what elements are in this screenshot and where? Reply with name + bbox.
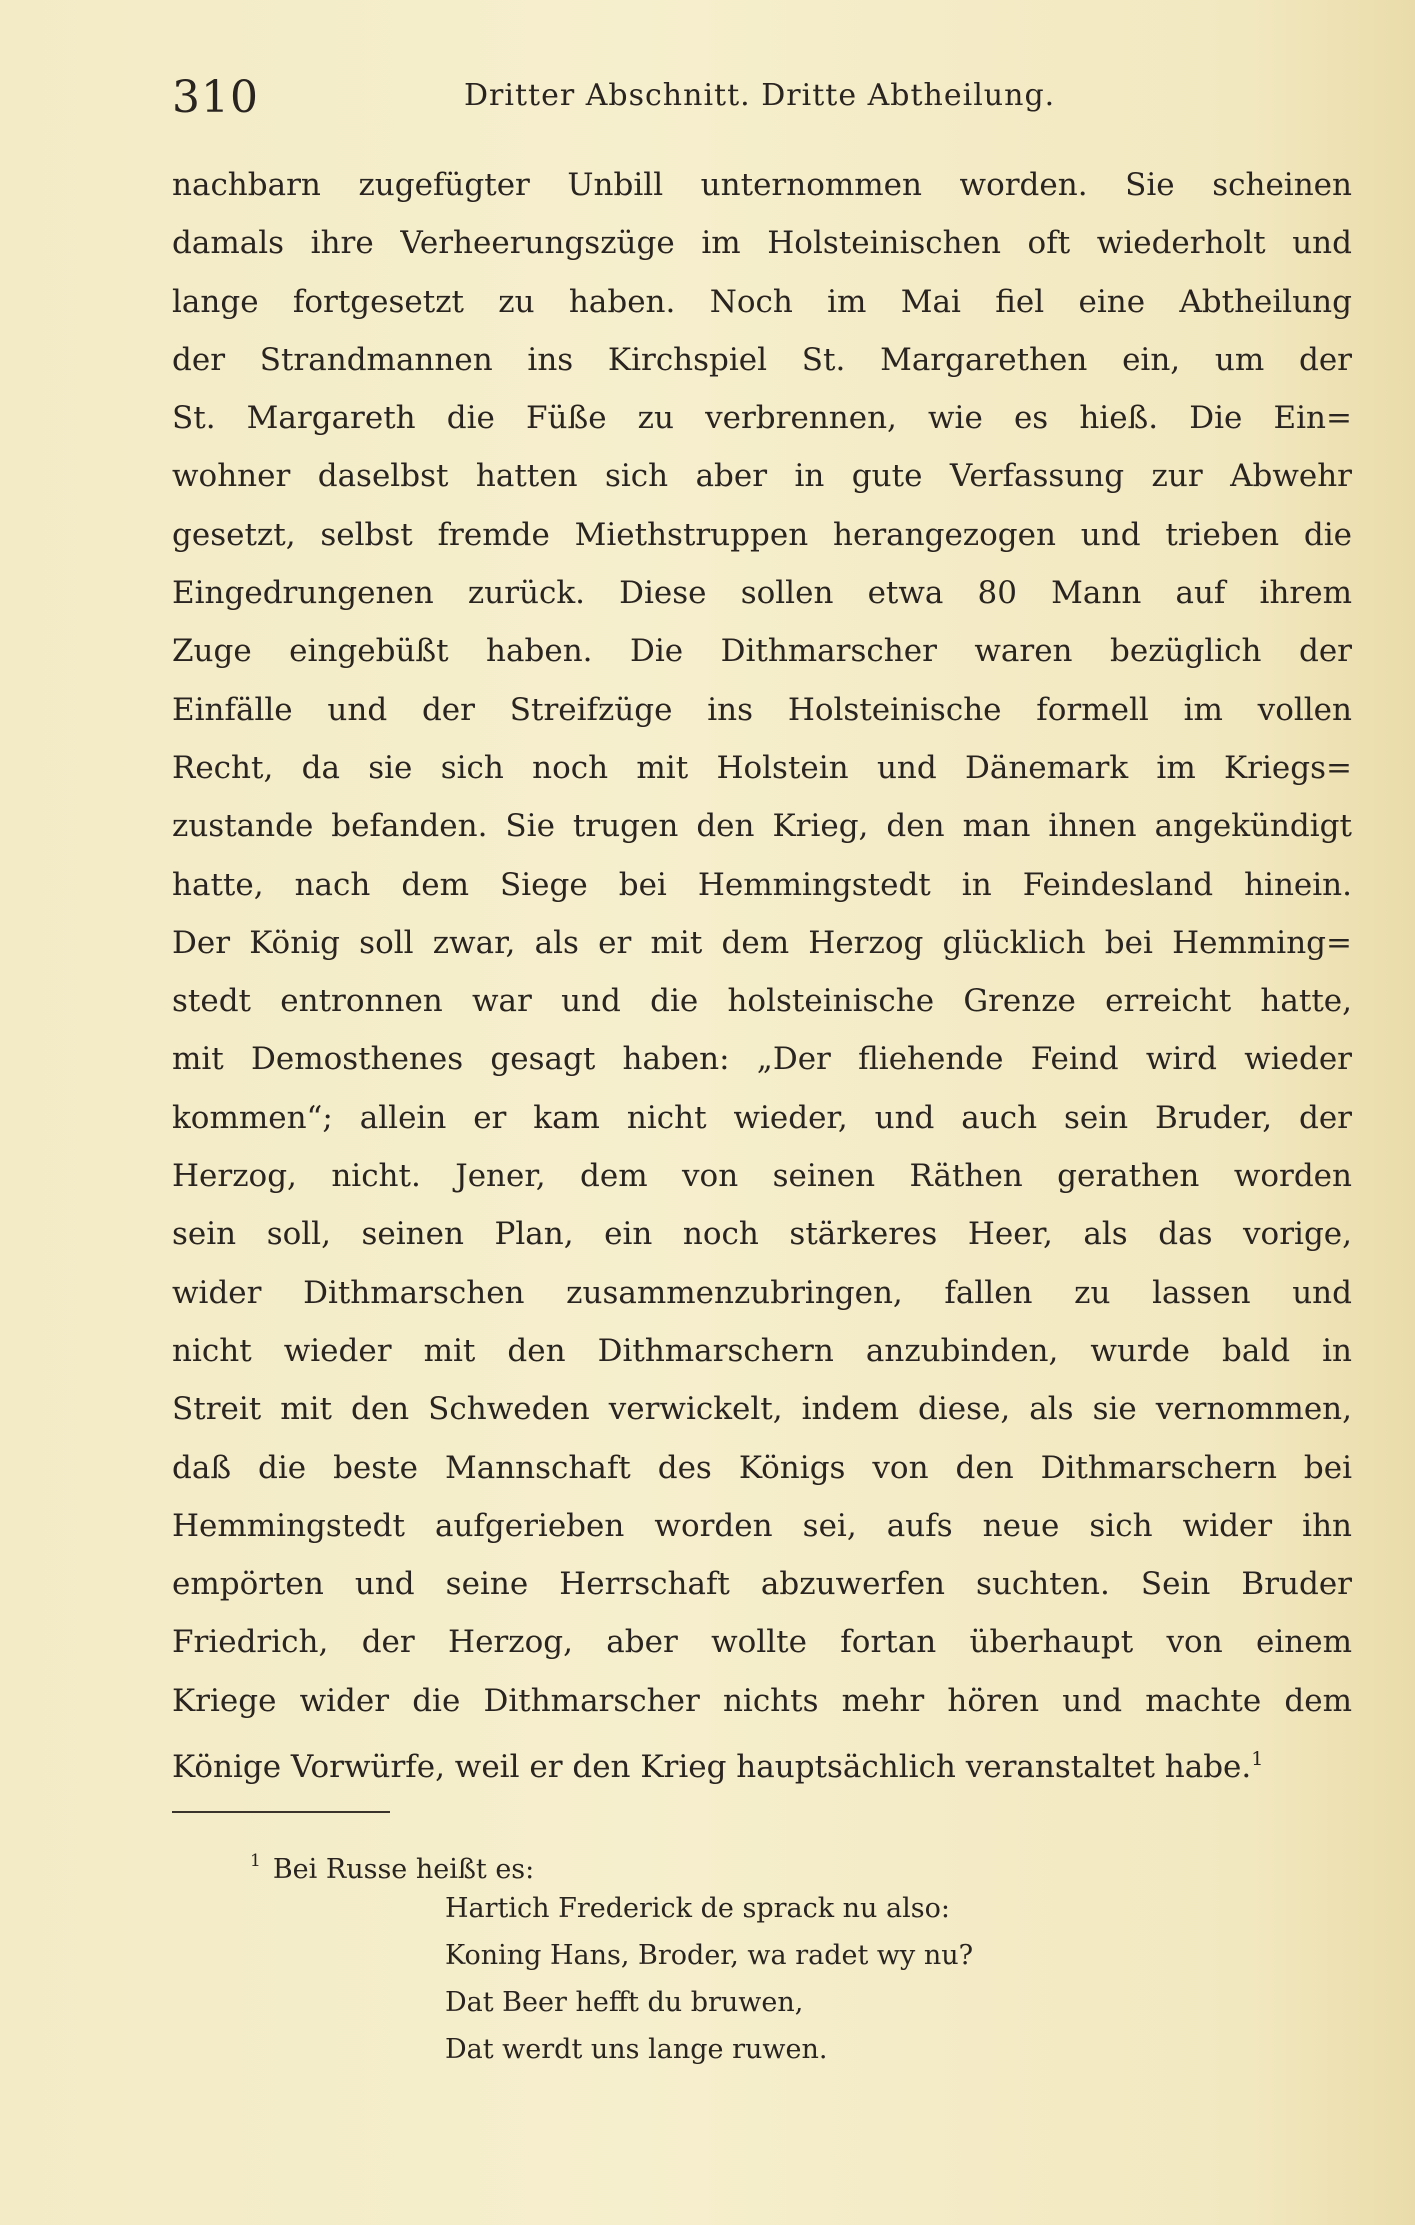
text-line: wohner daselbst hatten sich aber in gute Verfassung zur Abwehr [172,458,1352,495]
text-line: Herzog, nicht. Jener, dem von seinen Räthen gerathen worden [172,1158,1352,1195]
footnote-divider [172,1811,390,1813]
text-line: Recht, da sie sich noch mit Holstein und Dänemark im Kriegs= [172,749,1352,786]
body-text [172,156,1352,1788]
verse-line: Koning Hans, Broder, wa radet wy nu? [445,1940,974,1971]
text-line: Eingedrungenen zurück. Diese sollen etwa 80 Mann auf ihrem [172,575,1352,612]
text-line: zustande befanden. Sie trugen den Krieg, den man ihnen angekündigt [172,808,1352,845]
text-line: Einfälle und der Streifzüge ins Holsteinische formell im vollen [172,691,1352,728]
text-line: stedt entronnen war und die holsteinische Grenze erreicht hatte, [172,983,1352,1020]
text-line: gesetzt, selbst fremde Miethstruppen herangezogen und trieben die [172,516,1352,553]
footnote-intro: Bei Russe heißt es: [272,1854,535,1885]
text-line: mit Demosthenes gesagt haben: „Der fliehende Feind wird wieder [172,1041,1352,1078]
text-line: Kriege wider die Dithmarscher nichts mehr hören und machte dem [172,1682,1352,1719]
text-line: Hemmingstedt aufgerieben worden sei, aufs neue sich wider ihn [172,1507,1352,1544]
text-line-content: Könige Vorwürfe, weil er den Krieg hauptsächlich veranstaltet habe. [172,1749,1252,1786]
footnote-number: 1 [250,1851,261,1871]
text-line-last [172,1730,1352,1788]
text-line: sein soll, seinen Plan, ein noch stärkeres Heer, als das vorige, [172,1216,1352,1253]
text-line: kommen“; allein er kam nicht wieder, und auch sein Bruder, der [172,1099,1352,1136]
text-line: St. Margareth die Füße zu verbrennen, wie es hieß. Die Ein= [172,400,1352,437]
text-line: Der König soll zwar, als er mit dem Herzog glücklich bei Hemming= [172,924,1352,961]
footnote-intro-line [250,1838,1150,1885]
footnote [250,1838,1150,2073]
text-line: Zuge eingebüßt haben. Die Dithmarscher waren bezüglich der [172,633,1352,670]
text-line: damals ihre Verheerungszüge im Holsteinischen oft wiederholt und [172,225,1352,262]
text-line: wider Dithmarschen zusammenzubringen, fallen zu lassen und [172,1274,1352,1311]
verse-line: Dat werdt uns lange ruwen. [445,2034,828,2065]
verse-line: Hartich Frederick de sprack nu also: [445,1893,950,1924]
running-title: Dritter Abschnitt. Dritte Abtheilung. [464,78,1056,113]
text-line: empörten und seine Herrschaft abzuwerfen suchten. Sein Bruder [172,1566,1352,1603]
text-line: der Strandmannen ins Kirchspiel St. Margarethen ein, um der [172,341,1352,378]
text-line: lange fortgesetzt zu haben. Noch im Mai fiel eine Abtheilung [172,283,1352,320]
verse-line: Dat Beer hefft du bruwen, [445,1987,804,2018]
page-number: 310 [172,72,259,123]
text-line: daß die beste Mannschaft des Königs von den Dithmarschern bei [172,1449,1352,1486]
text-line: hatte, nach dem Siege bei Hemmingstedt in Feindesland hinein. [172,866,1352,903]
text-line: nicht wieder mit den Dithmarschern anzubinden, wurde bald in [172,1332,1352,1369]
text-line: nachbarn zugefügter Unbill unternommen worden. Sie scheinen [172,167,1352,203]
text-line: Friedrich, der Herzog, aber wollte fortan überhaupt von einem [172,1624,1352,1661]
page-header [172,72,1232,132]
text-line: Streit mit den Schweden verwickelt, indem diese, als sie vernommen, [172,1391,1352,1428]
footnote-reference[interactable]: 1 [1251,1748,1264,1771]
